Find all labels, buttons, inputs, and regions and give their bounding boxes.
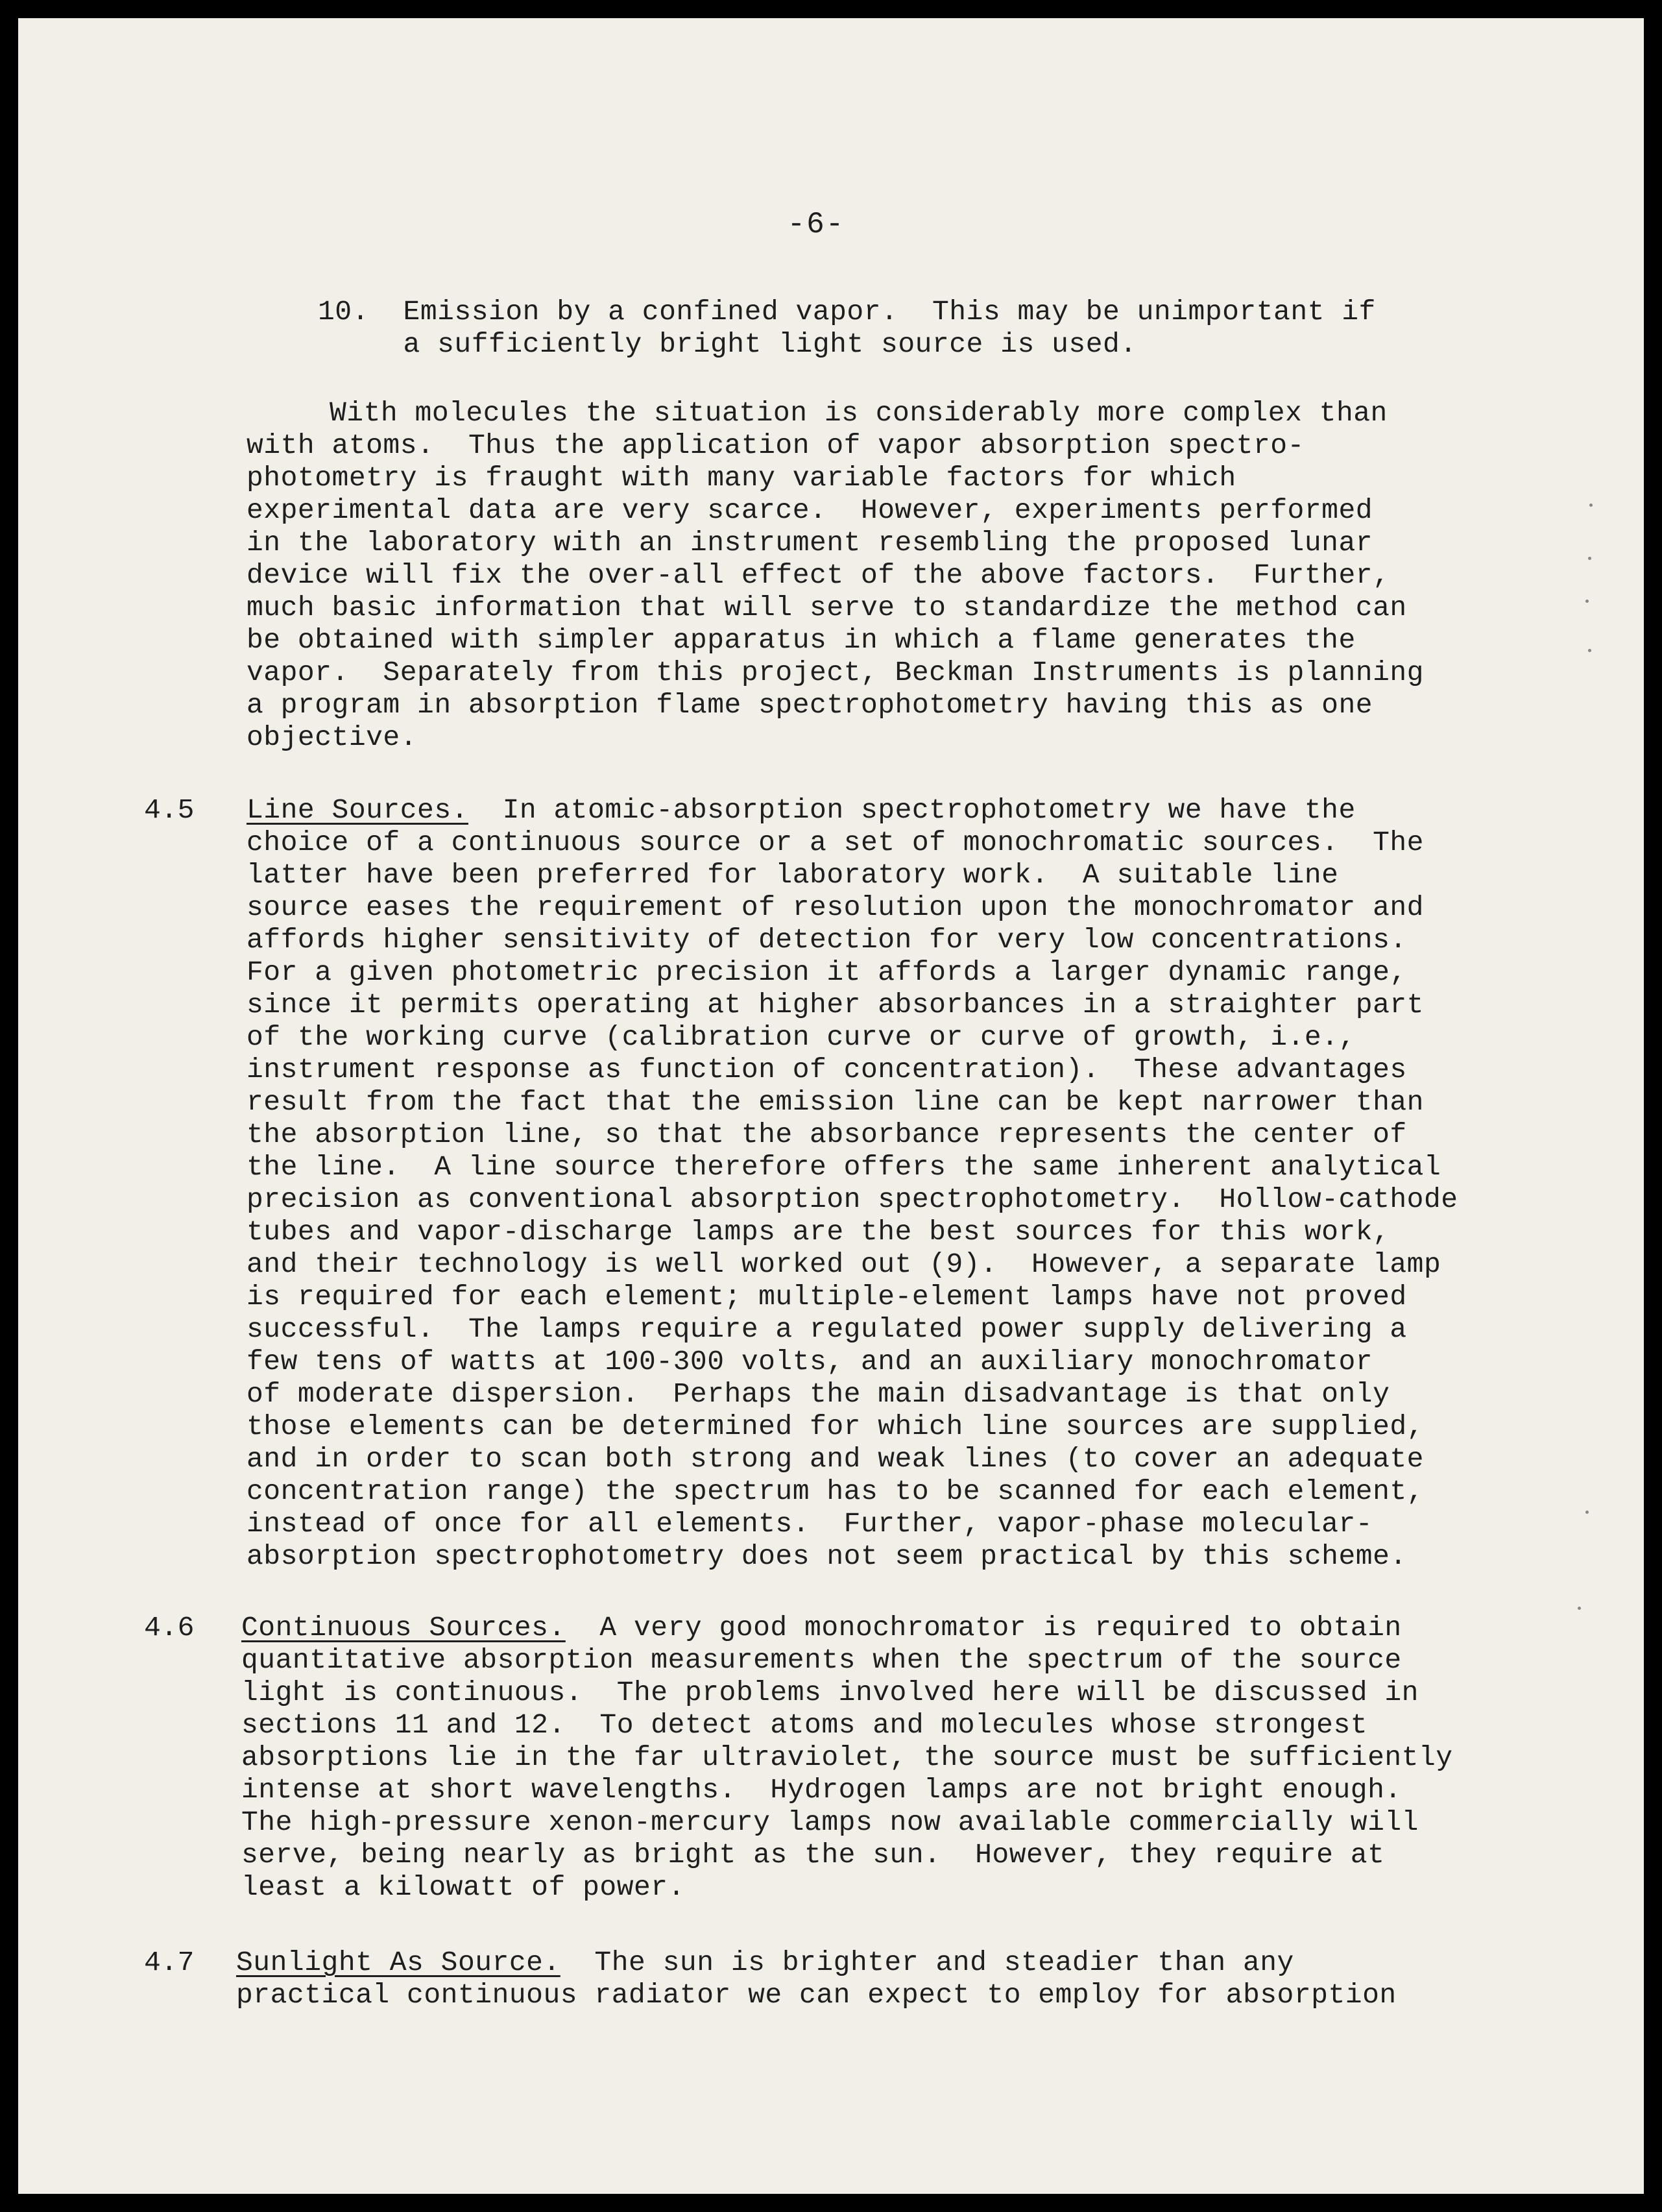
text-line: serve, being nearly as bright as the sun. However, they require at — [241, 1839, 1385, 1871]
text-line: source eases the requirement of resolution upon the monochromator and — [247, 892, 1424, 923]
section-heading: Line Sources. — [247, 794, 468, 826]
scan-speck — [1589, 504, 1593, 507]
text-line: least a kilowatt of power. — [241, 1871, 685, 1903]
text-line: For a given photometric precision it affords a larger dynamic range, — [247, 956, 1407, 988]
text-span: In atomic-absorption spectrophotometry we have the — [468, 794, 1356, 826]
text-line: photometry is fraught with many variable factors for which — [247, 462, 1236, 494]
text-line: tubes and vapor-discharge lamps are the best sources for this work, — [247, 1216, 1390, 1248]
text-line: precision as conventional absorption spectrophotometry. Hollow-cathode — [247, 1184, 1458, 1215]
text-line: of the working curve (calibration curve or curve of growth, i.e., — [247, 1021, 1356, 1053]
text-line: a program in absorption flame spectrophotometry having this as one — [247, 689, 1373, 721]
section-first-line — [247, 794, 1356, 827]
text-line: the line. A line source therefore offers the same inherent analytical — [247, 1151, 1441, 1183]
text-line: absorptions lie in the far ultraviolet, the source must be sufficiently — [241, 1742, 1453, 1773]
text-line: few tens of watts at 100-300 volts, and an auxiliary monochromator — [247, 1346, 1373, 1378]
text-line: and their technology is well worked out (9). However, a separate lamp — [247, 1248, 1441, 1280]
text-line: of moderate dispersion. Perhaps the main disadvantage is that only — [247, 1378, 1390, 1410]
section-number: 4.7 — [144, 1947, 195, 1978]
document-page — [18, 18, 1644, 2194]
text-line: be obtained with simpler apparatus in which a flame generates the — [247, 624, 1356, 656]
text-line: in the laboratory with an instrument resembling the proposed lunar — [247, 527, 1373, 559]
text-line: the absorption line, so that the absorbance represents the center of — [247, 1119, 1407, 1150]
scan-speck — [1578, 1607, 1581, 1610]
scan-speck — [1585, 600, 1589, 603]
text-line: instead of once for all elements. Further, vapor-phase molecular- — [247, 1508, 1373, 1540]
page-number: -6- — [787, 208, 845, 241]
text-line: result from the fact that the emission line can be kept narrower than — [247, 1086, 1424, 1118]
text-line: concentration range) the spectrum has to be scanned for each element, — [247, 1476, 1424, 1507]
text-line: instrument response as function of concentration). These advantages — [247, 1054, 1407, 1086]
section-first-line — [241, 1612, 1402, 1644]
text-line: affords higher sensitivity of detection for very low concentrations. — [247, 924, 1407, 956]
text-line: a sufficiently bright light source is used. — [318, 328, 1137, 360]
text-line: is required for each element; multiple-element lamps have not proved — [247, 1281, 1407, 1313]
text-line: With molecules the situation is considerably more complex than — [330, 397, 1388, 429]
scan-speck — [1585, 1511, 1589, 1514]
text-line: practical continuous radiator we can expect to employ for absorption — [236, 1979, 1397, 2011]
section-heading: Sunlight As Source. — [236, 1947, 560, 1978]
text-line: with atoms. Thus the application of vapor absorption spectro- — [247, 430, 1305, 461]
text-line: quantitative absorption measurements when the spectrum of the source — [241, 1644, 1402, 1676]
text-line: The high-pressure xenon-mercury lamps now available commercially will — [241, 1806, 1419, 1838]
text-line: those elements can be determined for which line sources are supplied, — [247, 1411, 1424, 1442]
text-line: vapor. Separately from this project, Beckman Instruments is planning — [247, 657, 1424, 688]
text-span: A very good monochromator is required to obtain — [565, 1612, 1402, 1644]
text-line: device will fix the over-all effect of the above factors. Further, — [247, 559, 1390, 591]
text-span: The sun is brighter and steadier than any — [560, 1947, 1294, 1978]
section-number: 4.6 — [144, 1612, 195, 1644]
text-line: intense at short wavelengths. Hydrogen lamps are not bright enough. — [241, 1774, 1402, 1806]
text-line: since it permits operating at higher absorbances in a straighter part — [247, 989, 1424, 1021]
text-line: successful. The lamps require a regulated power supply delivering a — [247, 1313, 1407, 1345]
section-number: 4.5 — [144, 794, 195, 826]
text-line: 10. Emission by a confined vapor. This may be unimportant if — [318, 296, 1376, 328]
text-line: light is continuous. The problems involved here will be discussed in — [241, 1677, 1419, 1708]
text-line: objective. — [247, 722, 418, 753]
text-line: choice of a continuous source or a set of monochromatic sources. The — [247, 827, 1424, 858]
scan-speck — [1588, 649, 1591, 652]
text-line: experimental data are very scarce. However, experiments performed — [247, 494, 1373, 526]
text-line: absorption spectrophotometry does not seem practical by this scheme. — [247, 1540, 1407, 1572]
text-line: and in order to scan both strong and weak lines (to cover an adequate — [247, 1443, 1424, 1475]
text-line: latter have been preferred for laboratory work. A suitable line — [247, 859, 1339, 891]
text-line: much basic information that will serve to standardize the method can — [247, 592, 1407, 624]
section-first-line — [236, 1947, 1294, 1979]
scan-speck — [1588, 557, 1591, 560]
section-heading: Continuous Sources. — [241, 1612, 566, 1644]
text-line: sections 11 and 12. To detect atoms and molecules whose strongest — [241, 1709, 1368, 1741]
